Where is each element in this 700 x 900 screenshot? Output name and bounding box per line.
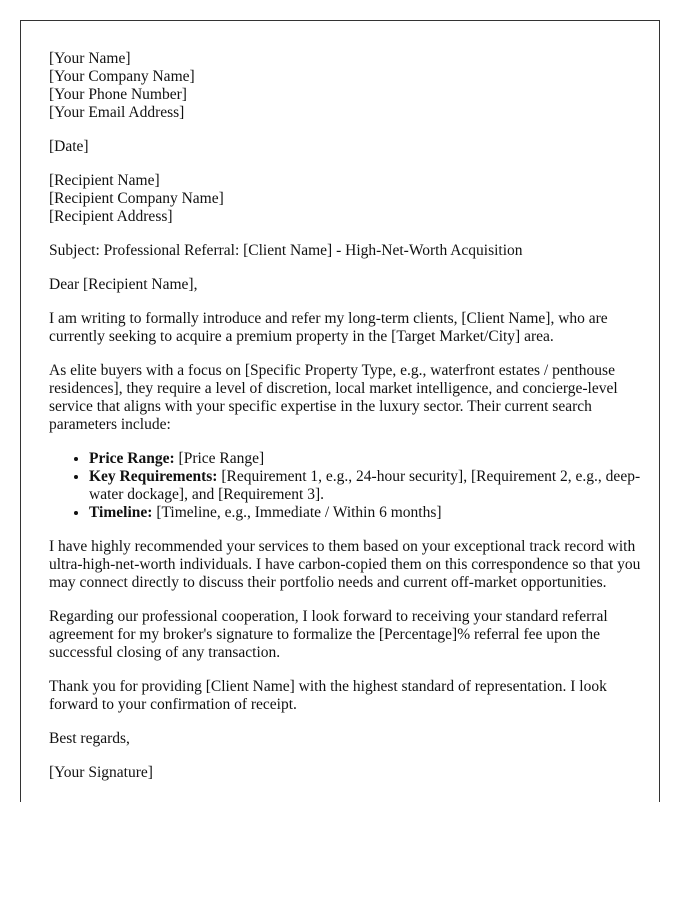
thanks-paragraph: Thank you for providing [Client Name] with the highest standard of representation. I look forward to your confirmation of receipt. bbox=[49, 678, 607, 713]
recommendation-paragraph: I have highly recommended your services to them based on your exceptional track record with ultra-high-net-worth individuals. I have carbon-copied them on this correspondence so that you may connect directly to discuss their portfolio needs and current off-market opportunities. bbox=[49, 538, 641, 591]
recipient-address: [Recipient Address] bbox=[49, 208, 173, 225]
parameter-value: [Price Range] bbox=[174, 450, 265, 467]
subject-line: Subject: Professional Referral: [Client Name] - High-Net-Worth Acquisition bbox=[49, 242, 523, 259]
sender-company: [Your Company Name] bbox=[49, 68, 195, 85]
letter-page bbox=[20, 20, 660, 802]
parameter-label: Price Range: bbox=[89, 450, 175, 467]
parameter-key-requirements bbox=[89, 468, 649, 504]
cooperation-paragraph: Regarding our professional cooperation, I look forward to receiving your standard referral agreement for my broker's signature to formalize the [Percentage]% referral fee upon the successful closing of any transaction. bbox=[49, 608, 608, 661]
signature: [Your Signature] bbox=[49, 764, 153, 781]
recipient-company: [Recipient Company Name] bbox=[49, 190, 224, 207]
parameter-label: Key Requirements: bbox=[89, 468, 218, 485]
parameter-value: [Timeline, e.g., Immediate / Within 6 months] bbox=[152, 504, 442, 521]
intro-paragraph: I am writing to formally introduce and refer my long-term clients, [Client Name], who are currently seeking to acquire a premium property in the [Target Market/City] area. bbox=[49, 310, 608, 345]
recipient-name: [Recipient Name] bbox=[49, 172, 160, 189]
sender-name: [Your Name] bbox=[49, 50, 131, 67]
recipient-block bbox=[49, 172, 649, 226]
sender-block bbox=[49, 50, 649, 122]
parameter-value: [Requirement 1, e.g., 24-hour security], [Requirement 2, e.g., deep-water dockage], and [Requirement 3]. bbox=[89, 468, 641, 503]
salutation: Dear [Recipient Name], bbox=[49, 276, 198, 293]
parameter-timeline bbox=[89, 504, 649, 522]
closing: Best regards, bbox=[49, 730, 130, 747]
letter-content bbox=[49, 50, 649, 798]
parameter-label: Timeline: bbox=[89, 504, 153, 521]
search-parameters-list bbox=[49, 450, 649, 522]
parameter-price-range bbox=[89, 450, 649, 468]
focus-paragraph: As elite buyers with a focus on [Specific Property Type, e.g., waterfront estates / penthouse residences], they require a level of discretion, local market intelligence, and concierge-level service that aligns with your specific expertise in the luxury sector. Their current search parameters include: bbox=[49, 362, 618, 433]
sender-phone: [Your Phone Number] bbox=[49, 86, 187, 103]
sender-email: [Your Email Address] bbox=[49, 104, 185, 121]
date-line: [Date] bbox=[49, 138, 89, 155]
